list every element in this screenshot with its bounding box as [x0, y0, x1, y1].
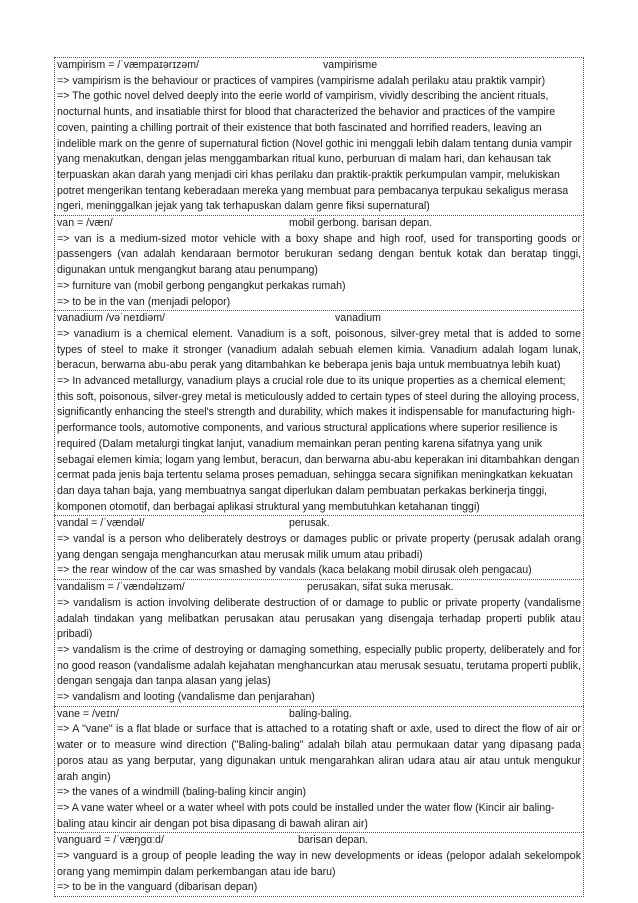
- entry-headword-row: [55, 311, 583, 327]
- headword-pronunciation: vane = /veɪn/: [57, 707, 119, 720]
- entry-headword-row: [55, 707, 583, 723]
- headword-translation: baling-baling.: [289, 707, 353, 720]
- entry-definition-line: => vampirism is the behaviour or practices of vampires (vampirisme adalah perilaku atau praktik vampir): [57, 74, 546, 87]
- entry-definition-line: => A vane water wheel or a water wheel with pots could be installed under the water flow (Kincir air baling-baling atau kincir air dengan pot bisa dipasang di bawah aliran air): [57, 801, 555, 830]
- entry-definition-line: => vanadium is a chemical element. Vanadium is a soft, poisonous, silver-grey metal that is added to some types of steel to make it stronger (vanadium adalah sebuah elemen kimia. Vanadium adalah logam lunak, beracun, berwarna abu-abu perak yang ditambahkan ke beberapa jenis baja untuk membuatnya lebih kuat): [57, 327, 581, 372]
- entry-definition-line: => The gothic novel delved deeply into the eerie world of vampirism, vividly describing the ancient rituals, nocturnal hunts, and insatiable thirst for blood that characterized the behavior and practices of the vampire coven, painting a chilling portrait of their existence that both fascinated and horrified readers, leaving an indelible mark on the genre of supernatural fiction (Novel gothic ini menggali lebih dalam tentang dunia vampir yang menakutkan, dengan jelas menggambarkan ritual kuno, perburuan di malam hari, dan kehausan tak terpuaskan akan darah yang menjadi ciri khas perilaku dan praktik-praktik perkumpulan vampir, melukiskan potret mengerikan tentang keberadaan mereka yang membuat para pembacanya terpukau sekaligus merasa ngeri, meninggalkan jejak yang tak terhapuskan dalam genre fiksi supernatural): [57, 90, 573, 213]
- headword-pronunciation: vandal = /ˈvændəl/: [57, 517, 145, 530]
- headword-pronunciation: vanguard = /ˈvæŋɡɑːd/: [57, 834, 164, 847]
- entry-headword-row: [55, 216, 583, 232]
- headword-translation: barisan depan.: [298, 834, 369, 847]
- entry-definition-line: => A "vane" is a flat blade or surface that is attached to a rotating shaft or axle, used to direct the flow of air or water or to measure wind direction ("Baling-baling" adalah bilah atau permukaan datar yang dipasang pada poros atau as yang berputar, yang digunakan untuk mengarahkan aliran udara atau air atau untuk mengukur arah angin): [57, 723, 581, 783]
- entry-headword-row: [55, 833, 583, 849]
- entry-definition-line: => In advanced metallurgy, vanadium plays a crucial role due to its unique properties as a chemical element; this soft, poisonous, silver-grey metal is meticulously added to certain types of steel during the alloying process, significantly enhancing the steel's strength and durability, which makes it indispensable for manufacturing high-performance tools, automotive components, and various structural applications where superior resilience is required (Dalam metalurgi tingkat lanjut, vanadium memainkan peran penting karena sifatnya yang unik sebagai elemen kimia; logam yang lembut, beracun, dan berwarna abu-abu keperakan ini ditambahkan dengan cermat pada jenis baja tertentu selama proses pemaduan, sehingga secara signifikan meningkatkan kekuatan dan daya tahan baja, yang membuatnya sangat diperlukan dalam pembuatan perkakas berkinerja tinggi, komponen otomotif, dan berbagai aplikasi struktural yang membutuhkan ketahanan tinggi): [57, 375, 580, 513]
- headword-translation: mobil gerbong. barisan depan.: [289, 217, 433, 230]
- entry-definition-line: => vandalism is action involving deliberate destruction of or damage to public or private property (vandalisme adalah tindakan yang melibatkan perusakan atau perusakan yang disengaja terhadap properti publik atau pribadi): [57, 596, 581, 641]
- headword-pronunciation: vandalism = /ˈvændəlɪzəm/: [57, 581, 185, 594]
- entry-definition-line: => vanguard is a group of people leading the way in new developments or ideas (pelopor adalah sekelompok orang yang memimpin dalam perkembangan atau ide baru): [57, 850, 581, 878]
- entry-definition-line: => vandalism and looting (vandalisme dan penjarahan): [57, 691, 315, 704]
- entry-definition-line: => to be in the van (menjadi pelopor): [57, 295, 231, 308]
- headword-pronunciation: vampirism = /ˈvæmpaɪərɪzəm/: [57, 59, 200, 71]
- entry-definition-line: => van is a medium-sized motor vehicle with a boxy shape and high roof, used for transporting goods or passengers (van adalah kendaraan bermotor berukuran sedang dengan bentuk kotak dan beratap tinggi, digunakan untuk mengangkut barang atau penumpang): [57, 232, 581, 277]
- entry-headword-row: [55, 58, 583, 74]
- entry-definition-line: => furniture van (mobil gerbong pengangkut perkakas rumah): [57, 279, 346, 292]
- dictionary-entry: [54, 579, 584, 706]
- dictionary-entry: [54, 215, 584, 310]
- entry-definition-line: => vandalism is the crime of destroying or damaging something, especially public property, deliberately and for no good reason (vandalisme adalah kejahatan menghancurkan atau merusak sesuatu, terutama properti publik, dengan sengaja dan tanpa alasan yang jelas): [57, 643, 581, 688]
- headword-pronunciation: van = /væn/: [57, 217, 113, 230]
- headword-translation: vanadium: [335, 312, 381, 325]
- entry-headword-row: [55, 516, 583, 532]
- dictionary-entry: [54, 515, 584, 579]
- headword-translation: perusakan, sifat suka merusak.: [307, 581, 454, 594]
- dictionary-entry: [54, 832, 584, 897]
- entry-definition-line: => to be in the vanguard (dibarisan depan): [57, 881, 258, 894]
- entry-definition-line: => the rear window of the car was smashed by vandals (kaca belakang mobil dirusak oleh pengacau): [57, 564, 532, 577]
- headword-translation: vampirisme: [323, 59, 378, 71]
- entry-definition-line: => the vanes of a windmill (baling-baling kincir angin): [57, 786, 307, 799]
- dictionary-page: [54, 57, 584, 897]
- entry-headword-row: [55, 580, 583, 596]
- dictionary-entry: [54, 310, 584, 515]
- dictionary-entry: [54, 706, 584, 833]
- headword-pronunciation: vanadium /vəˈneɪdiəm/: [57, 312, 165, 325]
- dictionary-entry: [54, 57, 584, 215]
- headword-translation: perusak.: [289, 517, 330, 530]
- entry-definition-line: => vandal is a person who deliberately destroys or damages public or private property (perusak adalah orang yang dengan sengaja menghancurkan atau merusak milik umum atau pribadi): [57, 533, 581, 561]
